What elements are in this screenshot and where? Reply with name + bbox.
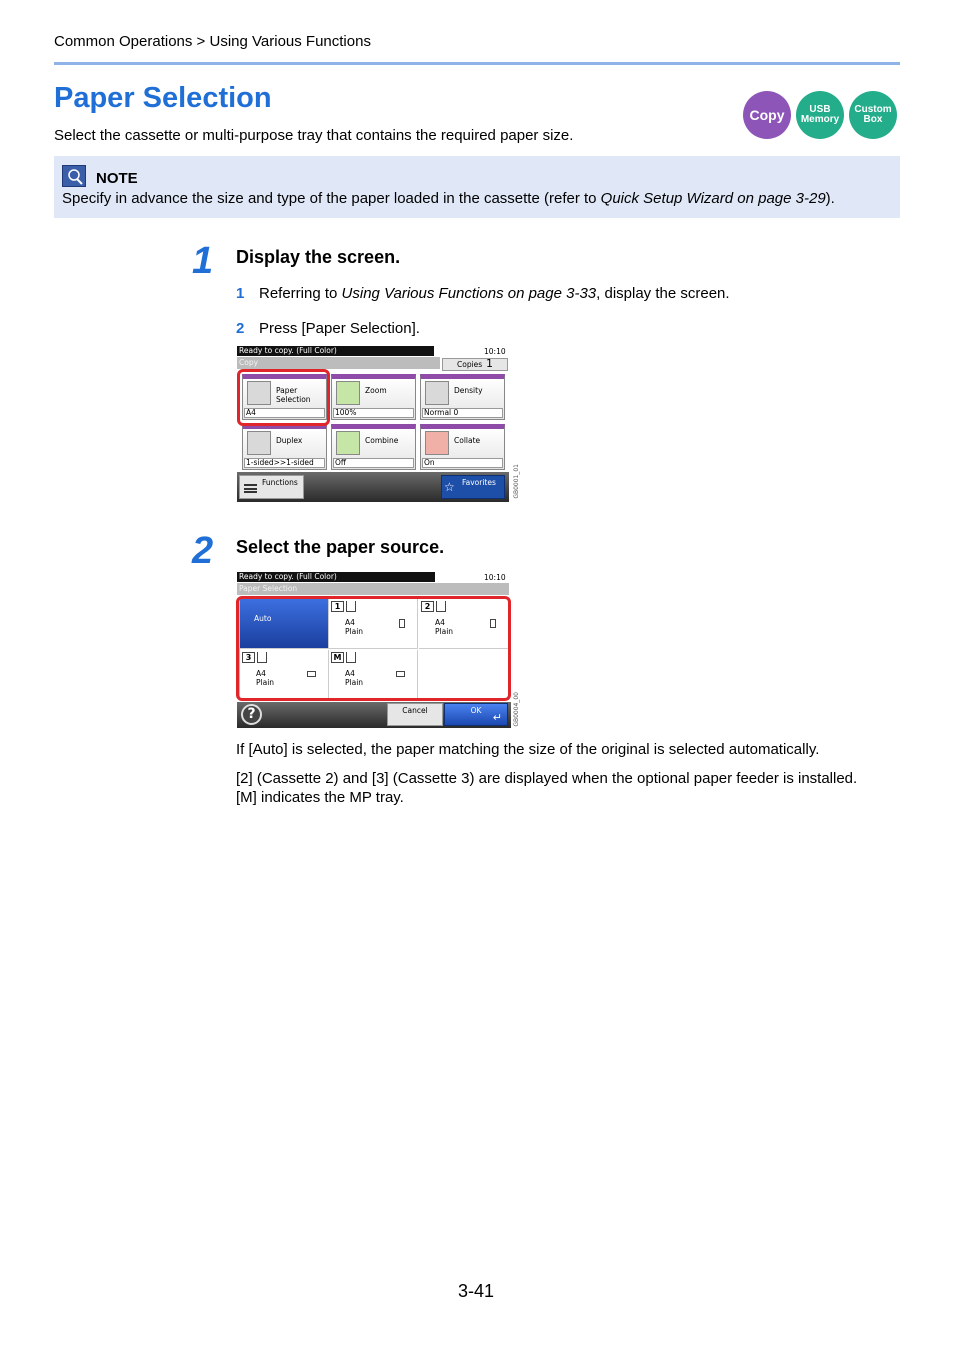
custom-badge-line2: Box bbox=[863, 114, 883, 125]
custom-badge-line1: Custom bbox=[854, 104, 892, 115]
usb-memory-badge[interactable] bbox=[796, 91, 844, 139]
usb-badge-line1: USB bbox=[809, 104, 831, 115]
tray-1-size: A4 bbox=[345, 618, 355, 627]
tray-m-badge: M bbox=[331, 652, 344, 663]
cancel-button[interactable]: Cancel bbox=[387, 703, 443, 726]
substep-2-number: 2 bbox=[236, 320, 245, 337]
note-icon bbox=[62, 165, 86, 187]
combine-icon bbox=[336, 431, 360, 455]
intro-text: Select the cassette or multi-purpose tray that contains the required paper size. bbox=[54, 127, 574, 144]
combine-value: Off bbox=[333, 458, 414, 468]
cassette-note-line2: [M] indicates the MP tray. bbox=[236, 789, 404, 806]
density-key[interactable] bbox=[420, 374, 505, 420]
menu-icon bbox=[244, 484, 257, 493]
note-reference-link[interactable]: Quick Setup Wizard on page 3-29 bbox=[600, 190, 826, 207]
custom-box-badge[interactable] bbox=[849, 91, 897, 139]
auto-label: Auto bbox=[254, 614, 272, 623]
copy-screen-panel bbox=[237, 346, 520, 502]
figure-code: GB0004_00 bbox=[513, 692, 520, 727]
copies-value: 1 bbox=[486, 357, 493, 370]
density-label: Density bbox=[454, 386, 483, 395]
zoom-label: Zoom bbox=[365, 386, 387, 395]
tray-3-size: A4 bbox=[256, 669, 266, 678]
collate-icon bbox=[425, 431, 449, 455]
paper-selection-value: A4 bbox=[244, 408, 325, 418]
tray-2-type: Plain bbox=[435, 627, 454, 636]
copy-badge[interactable] bbox=[743, 91, 791, 139]
header-divider bbox=[54, 62, 900, 65]
mp-tray-type: Plain bbox=[345, 678, 364, 687]
favorites-button[interactable] bbox=[441, 475, 505, 499]
zoom-key[interactable] bbox=[331, 374, 416, 420]
duplex-label: Duplex bbox=[276, 436, 303, 445]
substep-2-text: Press [Paper Selection]. bbox=[259, 320, 420, 337]
bottom-toolbar bbox=[237, 702, 511, 728]
copy-badge-label: Copy bbox=[749, 107, 785, 123]
enter-icon: ↵ bbox=[492, 711, 502, 724]
collate-value: On bbox=[422, 458, 503, 468]
combine-label: Combine bbox=[365, 436, 399, 445]
density-value: Normal 0 bbox=[422, 408, 503, 418]
duplex-value: 1-sided>>1-sided bbox=[244, 458, 325, 468]
tray-3-badge: 3 bbox=[242, 652, 255, 663]
tray-3-type: Plain bbox=[256, 678, 275, 687]
duplex-icon bbox=[247, 431, 271, 455]
substep-1-text bbox=[259, 285, 730, 302]
note-text-start: Specify in advance the size and type of the paper loaded in the cassette (refer to bbox=[62, 190, 601, 207]
paper-selection-panel bbox=[237, 572, 520, 728]
help-icon[interactable]: ? bbox=[241, 704, 262, 725]
tray-2-size: A4 bbox=[435, 618, 445, 627]
tray-2-badge: 2 bbox=[421, 601, 434, 612]
collate-key[interactable] bbox=[420, 424, 505, 470]
functions-button[interactable] bbox=[239, 475, 304, 499]
copies-label: Copies bbox=[457, 360, 483, 369]
tray-1-badge: 1 bbox=[331, 601, 344, 612]
clock: 10:10 bbox=[484, 347, 506, 356]
step-2-number: 2 bbox=[192, 530, 214, 572]
figure-code: GB0001_01 bbox=[513, 464, 520, 499]
zoom-icon bbox=[336, 381, 360, 405]
highlight-frame bbox=[236, 596, 511, 701]
collate-label: Collate bbox=[454, 436, 481, 445]
substep-1-text-end: , display the screen. bbox=[596, 285, 730, 302]
copies-button[interactable] bbox=[442, 358, 508, 371]
substep-1-text-start: Referring to bbox=[259, 285, 342, 302]
note-text bbox=[62, 190, 835, 207]
note-label: NOTE bbox=[96, 170, 138, 187]
duplex-key[interactable] bbox=[242, 424, 327, 470]
mode-strip: Paper Selection bbox=[237, 583, 509, 595]
note-box bbox=[54, 156, 900, 218]
status-bar: Ready to copy. (Full Color) bbox=[237, 572, 435, 582]
usb-badge-line2: Memory bbox=[800, 114, 840, 125]
page-title: Paper Selection bbox=[54, 82, 272, 114]
zoom-value: 100% bbox=[333, 408, 414, 418]
functions-label: Functions bbox=[262, 478, 298, 487]
status-bar: Ready to copy. (Full Color) bbox=[237, 346, 434, 356]
step-1-number: 1 bbox=[192, 240, 214, 282]
paper-selection-label-2: Selection bbox=[276, 395, 311, 404]
substep-1-link[interactable]: Using Various Functions on page 3-33 bbox=[341, 285, 597, 302]
tray-1-type: Plain bbox=[345, 627, 364, 636]
paper-selection-label-1: Paper bbox=[276, 386, 298, 395]
page-number: 3-41 bbox=[458, 1281, 495, 1301]
step-2-title: Select the paper source. bbox=[236, 537, 445, 557]
step-1-title: Display the screen. bbox=[236, 247, 401, 267]
mp-tray-size: A4 bbox=[345, 669, 355, 678]
mode-strip: Copy bbox=[237, 357, 440, 369]
note-text-end: ). bbox=[825, 190, 835, 207]
clock: 10:10 bbox=[484, 573, 506, 582]
bottom-toolbar bbox=[237, 472, 509, 502]
favorites-label: Favorites bbox=[462, 478, 496, 487]
ok-button[interactable] bbox=[444, 703, 508, 726]
density-icon bbox=[425, 381, 449, 405]
substep-1-number: 1 bbox=[236, 285, 245, 302]
breadcrumb: Common Operations > Using Various Functions bbox=[54, 33, 371, 50]
star-icon: ☆ bbox=[444, 480, 455, 494]
combine-key[interactable] bbox=[331, 424, 416, 470]
highlight-frame bbox=[237, 369, 330, 426]
ok-label: OK bbox=[470, 706, 482, 715]
cassette-note-line1: [2] (Cassette 2) and [3] (Cassette 3) are displayed when the optional paper feeder is installed. bbox=[236, 770, 858, 787]
auto-explanation: If [Auto] is selected, the paper matching the size of the original is selected automatically. bbox=[236, 741, 820, 758]
